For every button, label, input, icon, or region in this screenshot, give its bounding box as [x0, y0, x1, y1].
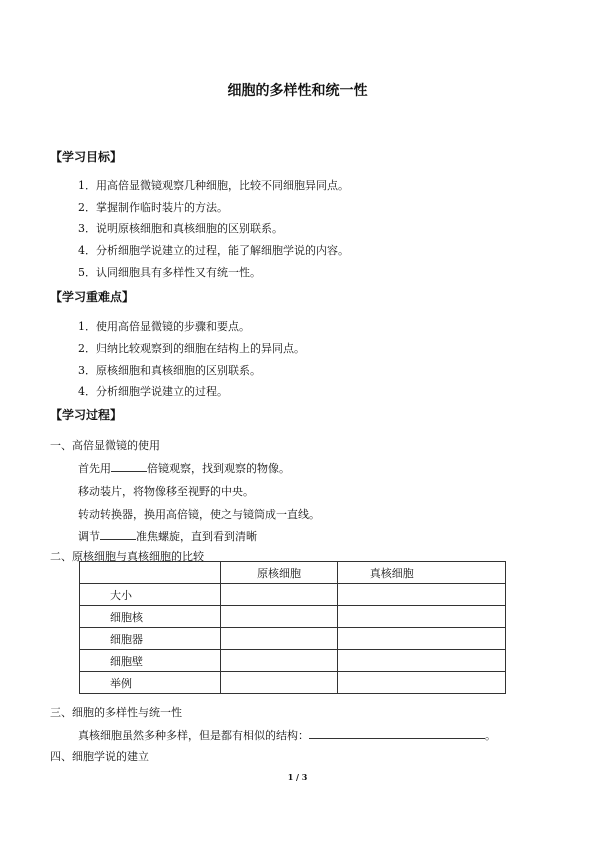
- objective-item: 2．掌握制作临时装片的方法。: [78, 201, 228, 214]
- table-row: [80, 672, 506, 694]
- table-row-label: 细胞器: [80, 628, 221, 650]
- page-number: 1 / 3: [287, 772, 308, 782]
- comparison-table: [79, 561, 506, 694]
- table-cell[interactable]: [337, 672, 505, 694]
- section1-line4: [78, 528, 257, 544]
- fill-blank[interactable]: [100, 528, 136, 540]
- section3-title: 三、细胞的多样性与统一性: [50, 706, 182, 719]
- table-header-cell: 原核细胞: [221, 562, 337, 584]
- table-row-label: 细胞核: [80, 606, 221, 628]
- table-row-label: 细胞壁: [80, 650, 221, 672]
- section1-line2: 移动装片，将物像移至视野的中央。: [78, 485, 254, 498]
- objective-item: 3．说明原核细胞和真核细胞的区别联系。: [78, 222, 283, 235]
- page-title: 细胞的多样性和统一性: [227, 83, 368, 99]
- section1-line4-post: 准焦螺旋，直到看到清晰: [136, 530, 257, 543]
- objective-item: 5．认同细胞具有多样性又有统一性。: [78, 266, 261, 279]
- table-row-label: 大小: [80, 584, 221, 606]
- key-point-item: 1．使用高倍显微镜的步骤和要点。: [78, 320, 250, 333]
- section1-line3: 转动转换器，换用高倍镜，使之与镜筒成一直线。: [78, 508, 320, 521]
- key-point-item: 4．分析细胞学说建立的过程。: [78, 385, 228, 398]
- objective-item: 1．用高倍显微镜观察几种细胞，比较不同细胞异同点。: [78, 179, 349, 192]
- section1-line1-pre: 首先用: [78, 462, 111, 475]
- table-cell[interactable]: [221, 606, 337, 628]
- table-row: [80, 628, 506, 650]
- table-header-cell: 真核细胞: [337, 562, 505, 584]
- objective-item: 4．分析细胞学说建立的过程，能了解细胞学说的内容。: [78, 244, 349, 257]
- process-heading: 【学习过程】: [50, 408, 123, 422]
- table-cell[interactable]: [337, 628, 505, 650]
- table-cell[interactable]: [337, 650, 505, 672]
- fill-blank[interactable]: [111, 460, 147, 472]
- table-cell[interactable]: [337, 606, 505, 628]
- table-header-cell: [80, 562, 221, 584]
- table-row: [80, 650, 506, 672]
- section4-title: 四、细胞学说的建立: [50, 750, 149, 763]
- table-cell[interactable]: [221, 628, 337, 650]
- table-header-row: [80, 562, 506, 584]
- section1-line1: [78, 460, 290, 476]
- fill-blank[interactable]: [309, 727, 485, 739]
- section1-line1-post: 倍镜观察，找到观察的物像。: [147, 462, 290, 475]
- section3-line1: [78, 727, 496, 743]
- table-cell[interactable]: [221, 672, 337, 694]
- table-row: [80, 584, 506, 606]
- section1-title: 一、高倍显微镜的使用: [50, 439, 160, 452]
- table-row: [80, 606, 506, 628]
- section3-line1-pre: 真核细胞虽然多种多样，但是都有相似的结构：: [78, 729, 309, 742]
- key-point-item: 2．归纳比较观察到的细胞在结构上的异同点。: [78, 342, 305, 355]
- section2-title: 二、原核细胞与真核细胞的比较: [50, 550, 204, 563]
- section1-line4-pre: 调节: [78, 530, 100, 543]
- objectives-heading: 【学习目标】: [50, 150, 123, 164]
- table-cell[interactable]: [337, 584, 505, 606]
- section3-line1-post: 。: [485, 729, 496, 742]
- key-points-heading: 【学习重难点】: [50, 290, 135, 304]
- table-cell[interactable]: [221, 650, 337, 672]
- table-cell[interactable]: [221, 584, 337, 606]
- table-row-label: 举例: [80, 672, 221, 694]
- key-point-item: 3．原核细胞和真核细胞的区别联系。: [78, 364, 261, 377]
